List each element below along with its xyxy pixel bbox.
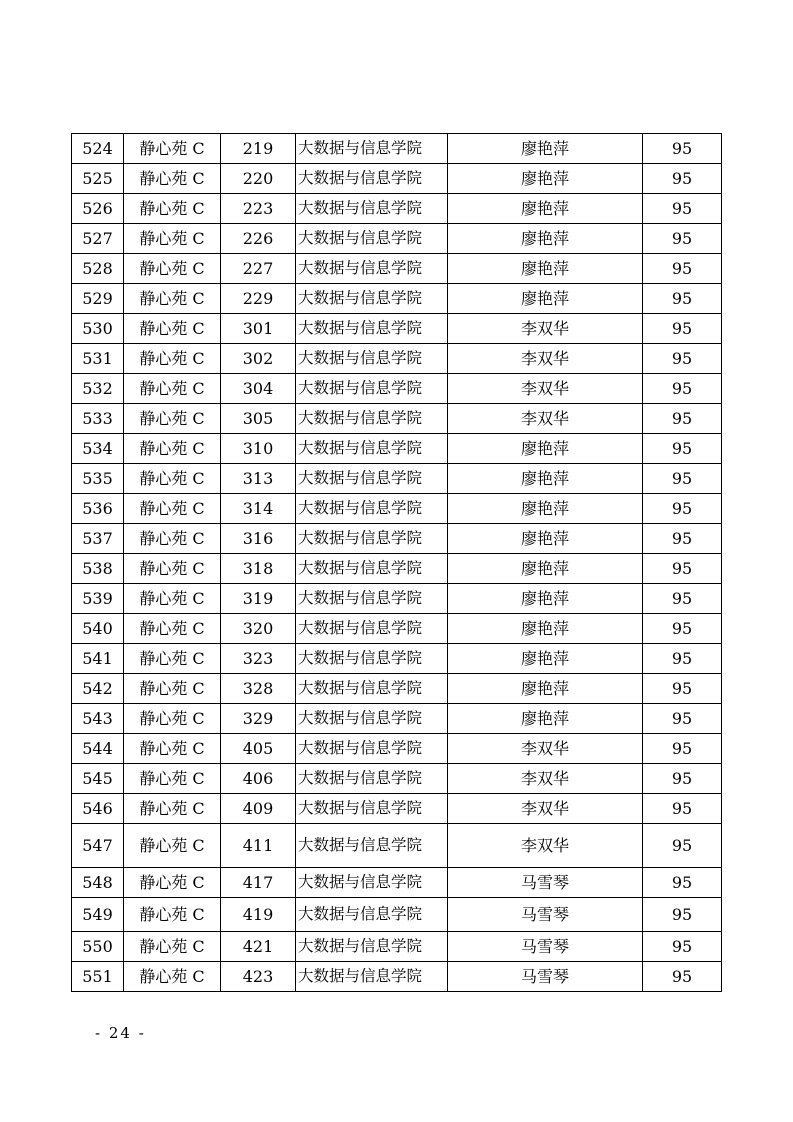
cell-room: 302 bbox=[221, 344, 296, 374]
cell-score: 95 bbox=[643, 898, 722, 932]
cell-room: 316 bbox=[221, 524, 296, 554]
cell-number: 538 bbox=[72, 554, 124, 584]
cell-building: 静心苑 C bbox=[124, 224, 221, 254]
cell-department: 大数据与信息学院 bbox=[296, 434, 448, 464]
table-row bbox=[72, 404, 722, 434]
cell-score: 95 bbox=[643, 824, 722, 868]
table-row bbox=[72, 494, 722, 524]
cell-room: 304 bbox=[221, 374, 296, 404]
cell-score: 95 bbox=[643, 344, 722, 374]
table-row bbox=[72, 164, 722, 194]
table-row bbox=[72, 224, 722, 254]
cell-room: 305 bbox=[221, 404, 296, 434]
table-row bbox=[72, 434, 722, 464]
cell-building: 静心苑 C bbox=[124, 794, 221, 824]
table-row bbox=[72, 254, 722, 284]
cell-department: 大数据与信息学院 bbox=[296, 614, 448, 644]
cell-department: 大数据与信息学院 bbox=[296, 164, 448, 194]
cell-score: 95 bbox=[643, 254, 722, 284]
cell-score: 95 bbox=[643, 764, 722, 794]
cell-name: 李双华 bbox=[448, 734, 643, 764]
cell-number: 548 bbox=[72, 868, 124, 898]
cell-number: 528 bbox=[72, 254, 124, 284]
cell-name: 李双华 bbox=[448, 824, 643, 868]
cell-department: 大数据与信息学院 bbox=[296, 494, 448, 524]
cell-score: 95 bbox=[643, 524, 722, 554]
cell-building: 静心苑 C bbox=[124, 898, 221, 932]
cell-building: 静心苑 C bbox=[124, 374, 221, 404]
cell-name: 李双华 bbox=[448, 404, 643, 434]
table-row bbox=[72, 898, 722, 932]
cell-score: 95 bbox=[643, 404, 722, 434]
table-row bbox=[72, 464, 722, 494]
cell-name: 李双华 bbox=[448, 344, 643, 374]
cell-department: 大数据与信息学院 bbox=[296, 284, 448, 314]
cell-name: 李双华 bbox=[448, 314, 643, 344]
cell-name: 廖艳萍 bbox=[448, 584, 643, 614]
cell-name: 廖艳萍 bbox=[448, 464, 643, 494]
cell-department: 大数据与信息学院 bbox=[296, 794, 448, 824]
cell-score: 95 bbox=[643, 194, 722, 224]
table-row bbox=[72, 134, 722, 164]
cell-building: 静心苑 C bbox=[124, 868, 221, 898]
cell-number: 542 bbox=[72, 674, 124, 704]
cell-building: 静心苑 C bbox=[124, 464, 221, 494]
cell-score: 95 bbox=[643, 314, 722, 344]
dormitory-score-table bbox=[71, 133, 722, 992]
cell-name: 李双华 bbox=[448, 794, 643, 824]
cell-building: 静心苑 C bbox=[124, 524, 221, 554]
table-row bbox=[72, 374, 722, 404]
cell-building: 静心苑 C bbox=[124, 932, 221, 962]
cell-score: 95 bbox=[643, 164, 722, 194]
table-row bbox=[72, 704, 722, 734]
cell-score: 95 bbox=[643, 614, 722, 644]
cell-number: 529 bbox=[72, 284, 124, 314]
table-row bbox=[72, 734, 722, 764]
table-row bbox=[72, 584, 722, 614]
cell-room: 329 bbox=[221, 704, 296, 734]
cell-number: 539 bbox=[72, 584, 124, 614]
cell-score: 95 bbox=[643, 584, 722, 614]
cell-name: 廖艳萍 bbox=[448, 674, 643, 704]
cell-room: 409 bbox=[221, 794, 296, 824]
cell-number: 526 bbox=[72, 194, 124, 224]
table-body bbox=[72, 134, 722, 992]
cell-number: 543 bbox=[72, 704, 124, 734]
cell-number: 533 bbox=[72, 404, 124, 434]
cell-room: 423 bbox=[221, 962, 296, 992]
cell-department: 大数据与信息学院 bbox=[296, 314, 448, 344]
cell-building: 静心苑 C bbox=[124, 254, 221, 284]
cell-building: 静心苑 C bbox=[124, 962, 221, 992]
cell-number: 549 bbox=[72, 898, 124, 932]
table-row bbox=[72, 284, 722, 314]
cell-name: 廖艳萍 bbox=[448, 224, 643, 254]
table-row bbox=[72, 868, 722, 898]
cell-building: 静心苑 C bbox=[124, 134, 221, 164]
cell-room: 226 bbox=[221, 224, 296, 254]
table-row bbox=[72, 764, 722, 794]
cell-department: 大数据与信息学院 bbox=[296, 254, 448, 284]
table-row bbox=[72, 932, 722, 962]
cell-name: 马雪琴 bbox=[448, 932, 643, 962]
cell-department: 大数据与信息学院 bbox=[296, 224, 448, 254]
cell-room: 419 bbox=[221, 898, 296, 932]
cell-name: 廖艳萍 bbox=[448, 164, 643, 194]
cell-score: 95 bbox=[643, 374, 722, 404]
cell-department: 大数据与信息学院 bbox=[296, 764, 448, 794]
cell-room: 219 bbox=[221, 134, 296, 164]
cell-building: 静心苑 C bbox=[124, 284, 221, 314]
cell-name: 李双华 bbox=[448, 764, 643, 794]
table-row bbox=[72, 524, 722, 554]
cell-number: 525 bbox=[72, 164, 124, 194]
cell-score: 95 bbox=[643, 932, 722, 962]
table-row bbox=[72, 314, 722, 344]
cell-room: 314 bbox=[221, 494, 296, 524]
cell-department: 大数据与信息学院 bbox=[296, 898, 448, 932]
table-row bbox=[72, 344, 722, 374]
cell-score: 95 bbox=[643, 434, 722, 464]
cell-building: 静心苑 C bbox=[124, 194, 221, 224]
table-row bbox=[72, 644, 722, 674]
cell-building: 静心苑 C bbox=[124, 824, 221, 868]
cell-number: 551 bbox=[72, 962, 124, 992]
cell-building: 静心苑 C bbox=[124, 584, 221, 614]
cell-name: 马雪琴 bbox=[448, 962, 643, 992]
cell-building: 静心苑 C bbox=[124, 734, 221, 764]
cell-name: 廖艳萍 bbox=[448, 194, 643, 224]
cell-department: 大数据与信息学院 bbox=[296, 194, 448, 224]
cell-score: 95 bbox=[643, 224, 722, 254]
cell-score: 95 bbox=[643, 494, 722, 524]
cell-department: 大数据与信息学院 bbox=[296, 404, 448, 434]
cell-number: 524 bbox=[72, 134, 124, 164]
cell-score: 95 bbox=[643, 868, 722, 898]
cell-score: 95 bbox=[643, 284, 722, 314]
cell-score: 95 bbox=[643, 554, 722, 584]
cell-room: 310 bbox=[221, 434, 296, 464]
cell-name: 廖艳萍 bbox=[448, 254, 643, 284]
cell-number: 545 bbox=[72, 764, 124, 794]
table-row bbox=[72, 962, 722, 992]
cell-building: 静心苑 C bbox=[124, 314, 221, 344]
table-row bbox=[72, 794, 722, 824]
cell-room: 328 bbox=[221, 674, 296, 704]
cell-name: 廖艳萍 bbox=[448, 524, 643, 554]
page-number: - 24 - bbox=[95, 1024, 146, 1042]
cell-building: 静心苑 C bbox=[124, 344, 221, 374]
cell-department: 大数据与信息学院 bbox=[296, 734, 448, 764]
cell-number: 536 bbox=[72, 494, 124, 524]
cell-room: 417 bbox=[221, 868, 296, 898]
cell-score: 95 bbox=[643, 704, 722, 734]
cell-number: 534 bbox=[72, 434, 124, 464]
cell-score: 95 bbox=[643, 134, 722, 164]
cell-department: 大数据与信息学院 bbox=[296, 868, 448, 898]
cell-department: 大数据与信息学院 bbox=[296, 932, 448, 962]
cell-building: 静心苑 C bbox=[124, 614, 221, 644]
cell-score: 95 bbox=[643, 734, 722, 764]
cell-building: 静心苑 C bbox=[124, 494, 221, 524]
cell-department: 大数据与信息学院 bbox=[296, 524, 448, 554]
table-row bbox=[72, 194, 722, 224]
cell-department: 大数据与信息学院 bbox=[296, 962, 448, 992]
cell-score: 95 bbox=[643, 464, 722, 494]
cell-number: 544 bbox=[72, 734, 124, 764]
cell-name: 廖艳萍 bbox=[448, 554, 643, 584]
cell-name: 廖艳萍 bbox=[448, 494, 643, 524]
cell-room: 301 bbox=[221, 314, 296, 344]
cell-number: 547 bbox=[72, 824, 124, 868]
cell-building: 静心苑 C bbox=[124, 434, 221, 464]
cell-department: 大数据与信息学院 bbox=[296, 134, 448, 164]
cell-number: 532 bbox=[72, 374, 124, 404]
cell-room: 227 bbox=[221, 254, 296, 284]
cell-name: 马雪琴 bbox=[448, 868, 643, 898]
cell-score: 95 bbox=[643, 644, 722, 674]
cell-room: 229 bbox=[221, 284, 296, 314]
cell-room: 318 bbox=[221, 554, 296, 584]
table-row bbox=[72, 614, 722, 644]
cell-name: 李双华 bbox=[448, 374, 643, 404]
cell-department: 大数据与信息学院 bbox=[296, 464, 448, 494]
cell-score: 95 bbox=[643, 962, 722, 992]
cell-name: 廖艳萍 bbox=[448, 644, 643, 674]
cell-number: 540 bbox=[72, 614, 124, 644]
table-row bbox=[72, 554, 722, 584]
cell-score: 95 bbox=[643, 674, 722, 704]
cell-number: 541 bbox=[72, 644, 124, 674]
cell-room: 319 bbox=[221, 584, 296, 614]
cell-building: 静心苑 C bbox=[124, 674, 221, 704]
cell-department: 大数据与信息学院 bbox=[296, 344, 448, 374]
cell-building: 静心苑 C bbox=[124, 554, 221, 584]
cell-number: 535 bbox=[72, 464, 124, 494]
cell-room: 405 bbox=[221, 734, 296, 764]
cell-room: 406 bbox=[221, 764, 296, 794]
cell-department: 大数据与信息学院 bbox=[296, 644, 448, 674]
cell-building: 静心苑 C bbox=[124, 764, 221, 794]
table-row bbox=[72, 824, 722, 868]
table-row bbox=[72, 674, 722, 704]
cell-number: 537 bbox=[72, 524, 124, 554]
cell-number: 546 bbox=[72, 794, 124, 824]
cell-building: 静心苑 C bbox=[124, 704, 221, 734]
cell-building: 静心苑 C bbox=[124, 644, 221, 674]
cell-department: 大数据与信息学院 bbox=[296, 674, 448, 704]
cell-department: 大数据与信息学院 bbox=[296, 374, 448, 404]
cell-name: 马雪琴 bbox=[448, 898, 643, 932]
cell-department: 大数据与信息学院 bbox=[296, 584, 448, 614]
cell-number: 550 bbox=[72, 932, 124, 962]
cell-name: 廖艳萍 bbox=[448, 614, 643, 644]
cell-name: 廖艳萍 bbox=[448, 284, 643, 314]
cell-room: 220 bbox=[221, 164, 296, 194]
cell-name: 廖艳萍 bbox=[448, 434, 643, 464]
cell-name: 廖艳萍 bbox=[448, 704, 643, 734]
cell-room: 421 bbox=[221, 932, 296, 962]
cell-room: 313 bbox=[221, 464, 296, 494]
cell-name: 廖艳萍 bbox=[448, 134, 643, 164]
cell-room: 223 bbox=[221, 194, 296, 224]
cell-department: 大数据与信息学院 bbox=[296, 704, 448, 734]
cell-number: 531 bbox=[72, 344, 124, 374]
cell-score: 95 bbox=[643, 794, 722, 824]
cell-number: 527 bbox=[72, 224, 124, 254]
cell-department: 大数据与信息学院 bbox=[296, 554, 448, 584]
cell-building: 静心苑 C bbox=[124, 404, 221, 434]
cell-room: 411 bbox=[221, 824, 296, 868]
cell-room: 323 bbox=[221, 644, 296, 674]
cell-room: 320 bbox=[221, 614, 296, 644]
cell-building: 静心苑 C bbox=[124, 164, 221, 194]
cell-department: 大数据与信息学院 bbox=[296, 824, 448, 868]
cell-number: 530 bbox=[72, 314, 124, 344]
